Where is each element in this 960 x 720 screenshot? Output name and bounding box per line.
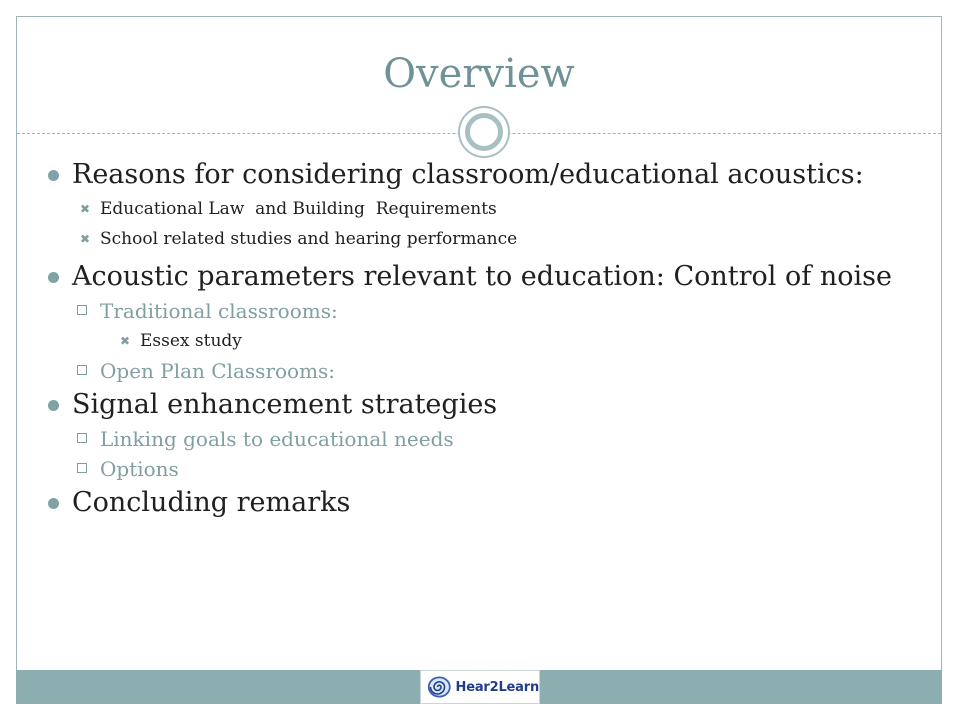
sub-bullet-open-plan (40, 356, 920, 386)
bullet-dot-icon (48, 400, 59, 411)
hear2learn-spiral-icon (427, 673, 452, 701)
ring-icon (458, 106, 510, 158)
square-bullet-icon (77, 365, 87, 375)
sub-bullet-text: Options (100, 457, 179, 481)
sub-bullet-text: School related studies and hearing performance (100, 229, 518, 249)
hear2learn-logo (420, 670, 540, 704)
sub-bullet-text: Essex study (140, 331, 242, 351)
sub-bullet-text: Educational Law and Building Requirements (100, 199, 497, 219)
slide-title: Overview (383, 51, 575, 97)
square-bullet-icon (77, 305, 87, 315)
sub-bullet-traditional (40, 296, 920, 326)
sub-bullet-school-studies (40, 224, 920, 254)
outline (40, 160, 920, 518)
sub-bullet-text: Traditional classrooms: (100, 299, 338, 323)
bullet-text: Signal enhancement strategies (72, 389, 498, 420)
bullet-reasons (40, 160, 920, 190)
bullet-text: Concluding remarks (72, 487, 351, 518)
sub-bullet-text: Open Plan Classrooms: (100, 359, 336, 383)
square-bullet-icon (77, 463, 87, 473)
x-bullet-icon: ✖ (80, 232, 91, 246)
x-bullet-icon: ✖ (120, 334, 131, 348)
logo-text: Hear2Learn (455, 679, 539, 695)
x-bullet-icon: ✖ (80, 202, 91, 216)
bullet-text: Acoustic parameters relevant to education: Control of noise (72, 261, 892, 292)
bullet-dot-icon (48, 498, 59, 509)
bullet-text: Reasons for considering classroom/educational acoustics: (72, 159, 864, 190)
ring-inner (465, 113, 503, 151)
bullet-dot-icon (48, 170, 59, 181)
square-bullet-icon (77, 433, 87, 443)
sub-bullet-options (40, 454, 920, 484)
sub-bullet-essex (40, 326, 920, 356)
sub-bullet-linking-goals (40, 424, 920, 454)
bullet-dot-icon (48, 272, 59, 283)
bullet-concluding (40, 488, 920, 518)
bullet-signal-enhancement (40, 390, 920, 420)
bullet-acoustic-parameters (40, 262, 920, 292)
sub-bullet-education-law (40, 194, 920, 224)
sub-bullet-text: Linking goals to educational needs (100, 427, 454, 451)
